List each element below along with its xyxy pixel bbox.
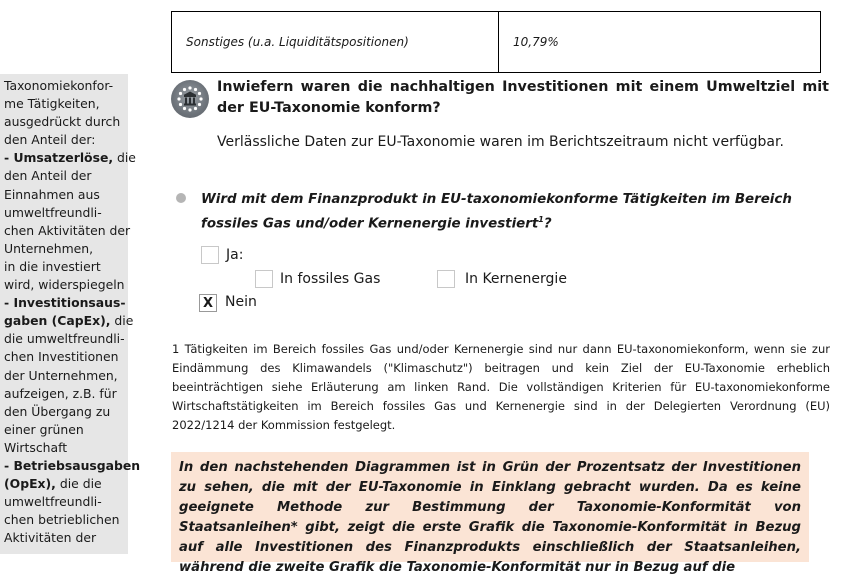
sidebar-line <box>4 511 126 529</box>
sidebar-line <box>4 475 126 493</box>
sidebar-line <box>4 131 126 149</box>
diagram-callout: In den nachstehenden Diagrammen ist in Grün der Prozentsatz der Investitionen zu sehen, die mit der EU-Taxonomie in Einklang gebracht wurden. Da es keine geeignete Methode zur Bestimmung der Taxonomie-Konformität von Staatsanleihen* gibt, zeigt die erste Grafik die Taxonomie-Konformität in Bezug auf alle Investitionen des Finanzprodukts einschließlich der Staatsanleihen, während die zweite Grafik die Taxonomie-Konformität nur in Bezug auf die <box>171 452 809 562</box>
sidebar-line-text: die umweltfreundli- <box>4 331 125 347</box>
allocation-value: 10,79% <box>499 12 821 73</box>
sidebar-line-text: chen Investitionen <box>4 349 119 365</box>
sidebar-line-text: aufzeigen, z.B. für <box>4 385 117 401</box>
sidebar-line-text: - Betriebsausgaben <box>4 457 141 473</box>
footnote-text: 1 Tätigkeiten im Bereich fossiles Gas und/oder Kernenergie sind nur dann EU-taxonomiekonform, wenn sie zur Eindämmung des Klimawandels ("Klimaschutz") beitragen und kein Ziel der EU-Taxonomie erheblich beeinträchtigen siehe Erläuterung am linken Rand. Die vollständigen Kriterien für EU-taxonomiekonforme Wirtschaftstätigkeiten im Bereich fossiles Gas und Kernenergie sind in der Delegierten Verordnung (EU) 2022/1214 der Kommission festgelegt. <box>172 342 830 432</box>
ja-label: Ja: <box>226 247 244 263</box>
sidebar-line <box>4 167 126 185</box>
sidebar-line-text: Aktivitäten der <box>4 530 97 546</box>
sidebar-line <box>4 348 126 366</box>
question-text: Wird mit dem Finanzprodukt in EU-taxonomiekonforme Tätigkeiten im Bereich fossiles Gas und/oder Kernenergie investiert <box>201 192 792 232</box>
sidebar-line <box>4 95 126 113</box>
taxonomy-question: Inwiefern waren die nachhaltigen Investitionen mit einem Umweltziel mit der EU-Taxonomie konform? <box>217 79 829 116</box>
sidebar-line-rest: die <box>110 313 134 329</box>
sidebar-line-text: in die investiert <box>4 258 101 274</box>
nuclear-checkbox[interactable] <box>437 270 455 288</box>
sidebar-line <box>4 113 126 131</box>
sidebar-line <box>4 77 126 95</box>
sidebar-line <box>4 493 126 511</box>
allocation-label: Sonstiges (u.a. Liquiditätspositionen) <box>172 12 499 73</box>
sidebar-line <box>4 385 126 403</box>
sidebar-line <box>4 312 134 330</box>
eu-taxonomy-icon <box>171 80 209 118</box>
sidebar-line-text: wird, widerspiegeln <box>4 277 125 293</box>
sidebar-line <box>4 240 126 258</box>
sidebar-line-text: (OpEx), <box>4 476 56 492</box>
sidebar-line-rest: die die <box>55 476 102 492</box>
question-end: ? <box>543 216 552 232</box>
sidebar-line <box>4 258 126 276</box>
sidebar-line <box>4 294 126 312</box>
sidebar-line-text: einer grünen <box>4 421 84 437</box>
sidebar-glossary <box>0 74 141 554</box>
sidebar-line <box>4 330 126 348</box>
fossil-gas-label: In fossiles Gas <box>280 271 381 287</box>
sidebar-line <box>4 186 126 204</box>
sidebar-line-text: ausgedrückt durch <box>4 114 121 130</box>
sidebar-line-text: - Investitionsaus- <box>4 295 126 311</box>
sidebar-line-text: chen betrieblichen <box>4 512 120 528</box>
sidebar-line-text: Taxonomiekonfor- <box>4 78 114 93</box>
allocation-table <box>171 11 821 73</box>
sidebar-line-text: den Anteil der: <box>4 132 96 148</box>
sidebar-line <box>4 529 126 547</box>
sidebar-line-text: Unternehmen, <box>4 240 94 256</box>
sidebar-line-text: chen Aktivitäten der <box>4 222 131 238</box>
sidebar-line <box>4 222 131 240</box>
sidebar-line <box>4 439 126 457</box>
nein-label: Nein <box>225 294 257 310</box>
sidebar-line-text: me Tätigkeiten, <box>4 96 100 112</box>
nuclear-label: In Kernenergie <box>465 271 567 287</box>
sidebar-line <box>4 421 126 439</box>
fossil-nuclear-question <box>201 190 801 234</box>
sidebar-line-text: den Anteil der <box>4 168 92 184</box>
sidebar-line-text: der Unternehmen, <box>4 367 118 383</box>
fossil-gas-checkbox[interactable] <box>255 270 273 288</box>
sidebar-line-text: gaben (CapEx), <box>4 313 111 329</box>
sidebar-line-text: - Umsatzerlöse, <box>4 150 114 166</box>
sidebar-line-text: umweltfreundli- <box>4 494 102 510</box>
ja-checkbox[interactable] <box>201 246 219 264</box>
sidebar-line-text: Wirtschaft <box>4 439 68 455</box>
sidebar-line <box>4 367 126 385</box>
sidebar-line <box>4 457 141 475</box>
sidebar-line <box>4 204 126 222</box>
sidebar-line <box>4 403 126 421</box>
nein-checkbox[interactable]: X <box>199 294 217 312</box>
sidebar-text <box>4 77 141 547</box>
sidebar-line-text: umweltfreundli- <box>4 204 102 220</box>
footnote-ref: 1 <box>538 215 544 224</box>
sidebar-line <box>4 149 136 167</box>
sidebar-line-text: Einnahmen aus <box>4 186 100 202</box>
table-row <box>172 12 821 73</box>
sidebar-line-rest: die <box>113 150 136 166</box>
bullet-icon <box>176 193 186 203</box>
sidebar-line-text: den Übergang zu <box>4 403 111 419</box>
taxonomy-answer: Verlässliche Daten zur EU-Taxonomie waren im Berichtszeitraum nicht verfügbar. <box>217 134 784 150</box>
sidebar-line <box>4 276 126 294</box>
